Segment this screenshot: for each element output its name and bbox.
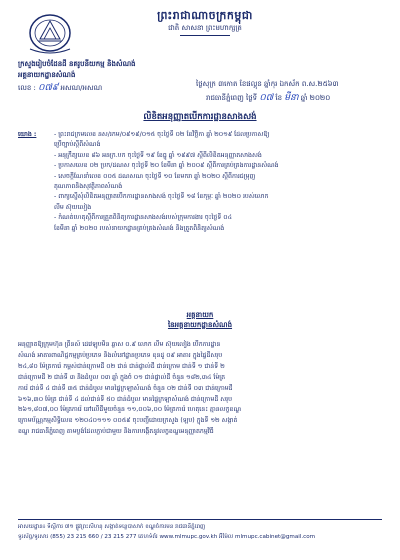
body-line: ខណ្ឌ រាជធានីភ្នំពេញ តាមប្លង់ដែលភ្ជាប់ជាមួយ និងការបង្កើតនូវលក្ខខណ្ឌអនុញ្ញាតកម្មវិធី [18,428,214,436]
ministry-emblem-icon [20,9,80,57]
body-line: ជាន់ក្រោមដី ២ ជាន់ទី ៣ និងដំបូល ០៣ ឆ្នាំ ក្នុងចំ ០១ ជាន់ផ្ទាល់ដី ចំនួន ១៨២,៣៤ ម៉ែត្រ [18,373,226,381]
department-name: អគ្គនាយកដ្ឋានសំណង់ [18,71,76,79]
document-title: លិខិតអនុញ្ញាតបើកការដ្ឋានសាងសង់ [143,112,257,122]
body-paragraph [18,340,380,438]
solar-month-label: ខែ [275,94,283,102]
body-line: ការ៉េ ជាន់ទី ៤ ជាន់ទី ៣៥ ជាន់ដំបូល មានផ្ទៃក្រឡាសំណង់ ចំនួន ០២ ជាន់ទី ០៣ ជាន់ក្រោមដី [18,384,233,392]
ref-prefix: លេខ : [18,84,36,92]
body-line: ៦១៦,៣០ ម៉ែត្រ ជាន់ទី ៤ ដល់ជាន់ទី ៥០ ជាន់ដំបូល មានផ្ទៃក្រឡាសំណង់ ជាន់ក្រោមដី សរុប [18,395,233,403]
references-label: យោង : [18,131,37,138]
body-line: ក្រោមប័ណ្ណកម្មសិទ្ធិលេខ ១២០៤០១១១ ០០៥៩ ចុះបញ្ជីដោយក្រសួង (ឡប) ក្នុងទី ១២ សង្កាត់ [18,417,238,425]
reference-item: ខែមីនា ឆ្នាំ ២០២០ របស់នាយកដ្ឋានគ្រប់គ្រងសំណង់ និងត្រួតពិនិត្យសំណង់ [54,224,225,232]
references-list [54,130,386,234]
section-heading-director: អគ្គនាយក [186,311,214,319]
solar-month-handwritten: មីនា [284,93,299,103]
reference-item: ប្រើច្បាប់ស្តីពីសំណង់ [54,141,101,149]
lunar-date: ថ្ងៃសុក្រ ៣កោត ខែផល្គុន ឆ្នាំកុរ ឯកស័ក ព.ស.២៥៦៣ [196,80,339,88]
body-line: ២៤,៨០ ម៉ែត្រការ៉េ កម្ពស់ជាន់ក្រោមដី ០២ ជាន់ ជាន់ផ្ទាល់ដី ជាន់ក្រោម ជាន់ទី ១ ជាន់ទី ២ [18,362,225,370]
reference-item: គុណភាពនិងសុវត្ថិភាពសំណង់ [54,183,123,191]
body-line: អនុញ្ញាតឱ្យក្រុមហ៊ុន ព្រីនស៍ ដេវេឡុបមិន ឆ្លាស ០.៩ លោក លីម ស៊ុយលៀង បើកការដ្ឋាន [18,341,221,348]
solar-date-prefix: រាជធានីភ្នំពេញ ថ្ងៃទី [206,94,258,102]
ref-number-handwritten: ០៧៩ [38,83,59,93]
footer-divider [18,519,382,520]
ministry-name: ក្រសួងរៀបចំដែនដី នគរូបនីយកម្ម និងសំណង់ [18,60,136,68]
solar-year: ឆ្នាំ ២០២០ [300,94,331,102]
footer-contact: ទូរស័ព្ទ/ទូរសារ (855) 23 215 660 / 23 215 277 គេហទំព័រ www.mlmupc.gov.kh អ៊ីម៉ែល mlmupc.cabinet@gmail.com [18,534,316,540]
solar-day-handwritten: ០៧ [259,93,274,103]
reference-item: លីម ស៊ុយលៀង [54,203,92,211]
reference-item: - សេចក្តីណែនាំលេខ ០០៥ ដណសណ ចុះថ្ងៃទី ១០ ខែមករា ឆ្នាំ ២០២០ ស្តីពីការជម្រុញ [54,172,256,180]
reference-item: - កំណត់ហេតុស្តីពីការត្រួតពិនិត្យការដ្ឋានសាងសង់របស់ក្រុមការងារ ចុះថ្ងៃទី ០៤ [54,214,233,222]
section-heading-department: នៃអគ្គនាយកដ្ឋានសំណង់ [167,321,233,329]
footer-address: អាសយដ្ឋាន៖ ទីស្តីការ ៧១ ផ្លូវព្រះសីហនុ សង្កាត់ទន្លេបាសាក់ ខណ្ឌចំការមន រាជធានីភ្នំពេញ [18,524,206,530]
reference-item: - អនុក្រឹត្យលេខ ៨៦ អនក្រ.បក ចុះថ្ងៃទី ១៩ ខែធ្នូ ឆ្នាំ ១៩៩៧ ស្តីពីលិខិតអនុញ្ញាតសាងសង់ [54,151,262,159]
reference-number [18,82,102,95]
body-line: សំណង់ អាគារពាណិជ្ជកម្មគ្រប់ប្រភេទ និងលំនៅដ្ឋានប្រភេទ ខុនដូ ០៩ អាគារ ក្នុងផ្ទៃដីសរុប [18,351,223,359]
ref-suffix: អសណ/អសណ [60,84,103,92]
reference-item: - ពាក្យស្នើសុំលិខិតអនុញ្ញាតបើកការដ្ឋានសាងសង់ ចុះថ្ងៃទី ១៨ ខែកុម្ភៈ ឆ្នាំ ២០២០ របស់លោក [54,193,269,201]
solar-date [206,92,330,105]
body-line: ២៦១,៨០៧,០០ ម៉ែត្រការ៉េ នៅលើដីមួយចំនួន ១១,០០៦,០០ ម៉ែត្រការ៉េ ហេតុនេះ គ្មានលក្ខខណ្ឌ [18,406,241,414]
motto-divider [180,35,230,36]
reference-item: - ប្រកាសលេខ ០២ ប្រក/ដណស ចុះថ្ងៃទី ២០ ខែមីនា ឆ្នាំ ២០០៩ ស្តីពីការគ្រប់គ្រងការដ្ឋានសំណង់ [54,162,279,170]
national-motto: ជាតិ សាសនា ព្រះមហាក្សត្រ [168,24,242,32]
reference-item: - ព្រះរាជក្រមលេខ នស/រកម/០៩១៩/០១៥ ចុះថ្ងៃទី ០២ ខែវិច្ឆិកា ឆ្នាំ ២០១៩ ដែលប្រកាសឱ្យ [54,131,270,138]
kingdom-title: ព្រះរាជាណាចក្រកម្ពុជា [157,9,253,22]
